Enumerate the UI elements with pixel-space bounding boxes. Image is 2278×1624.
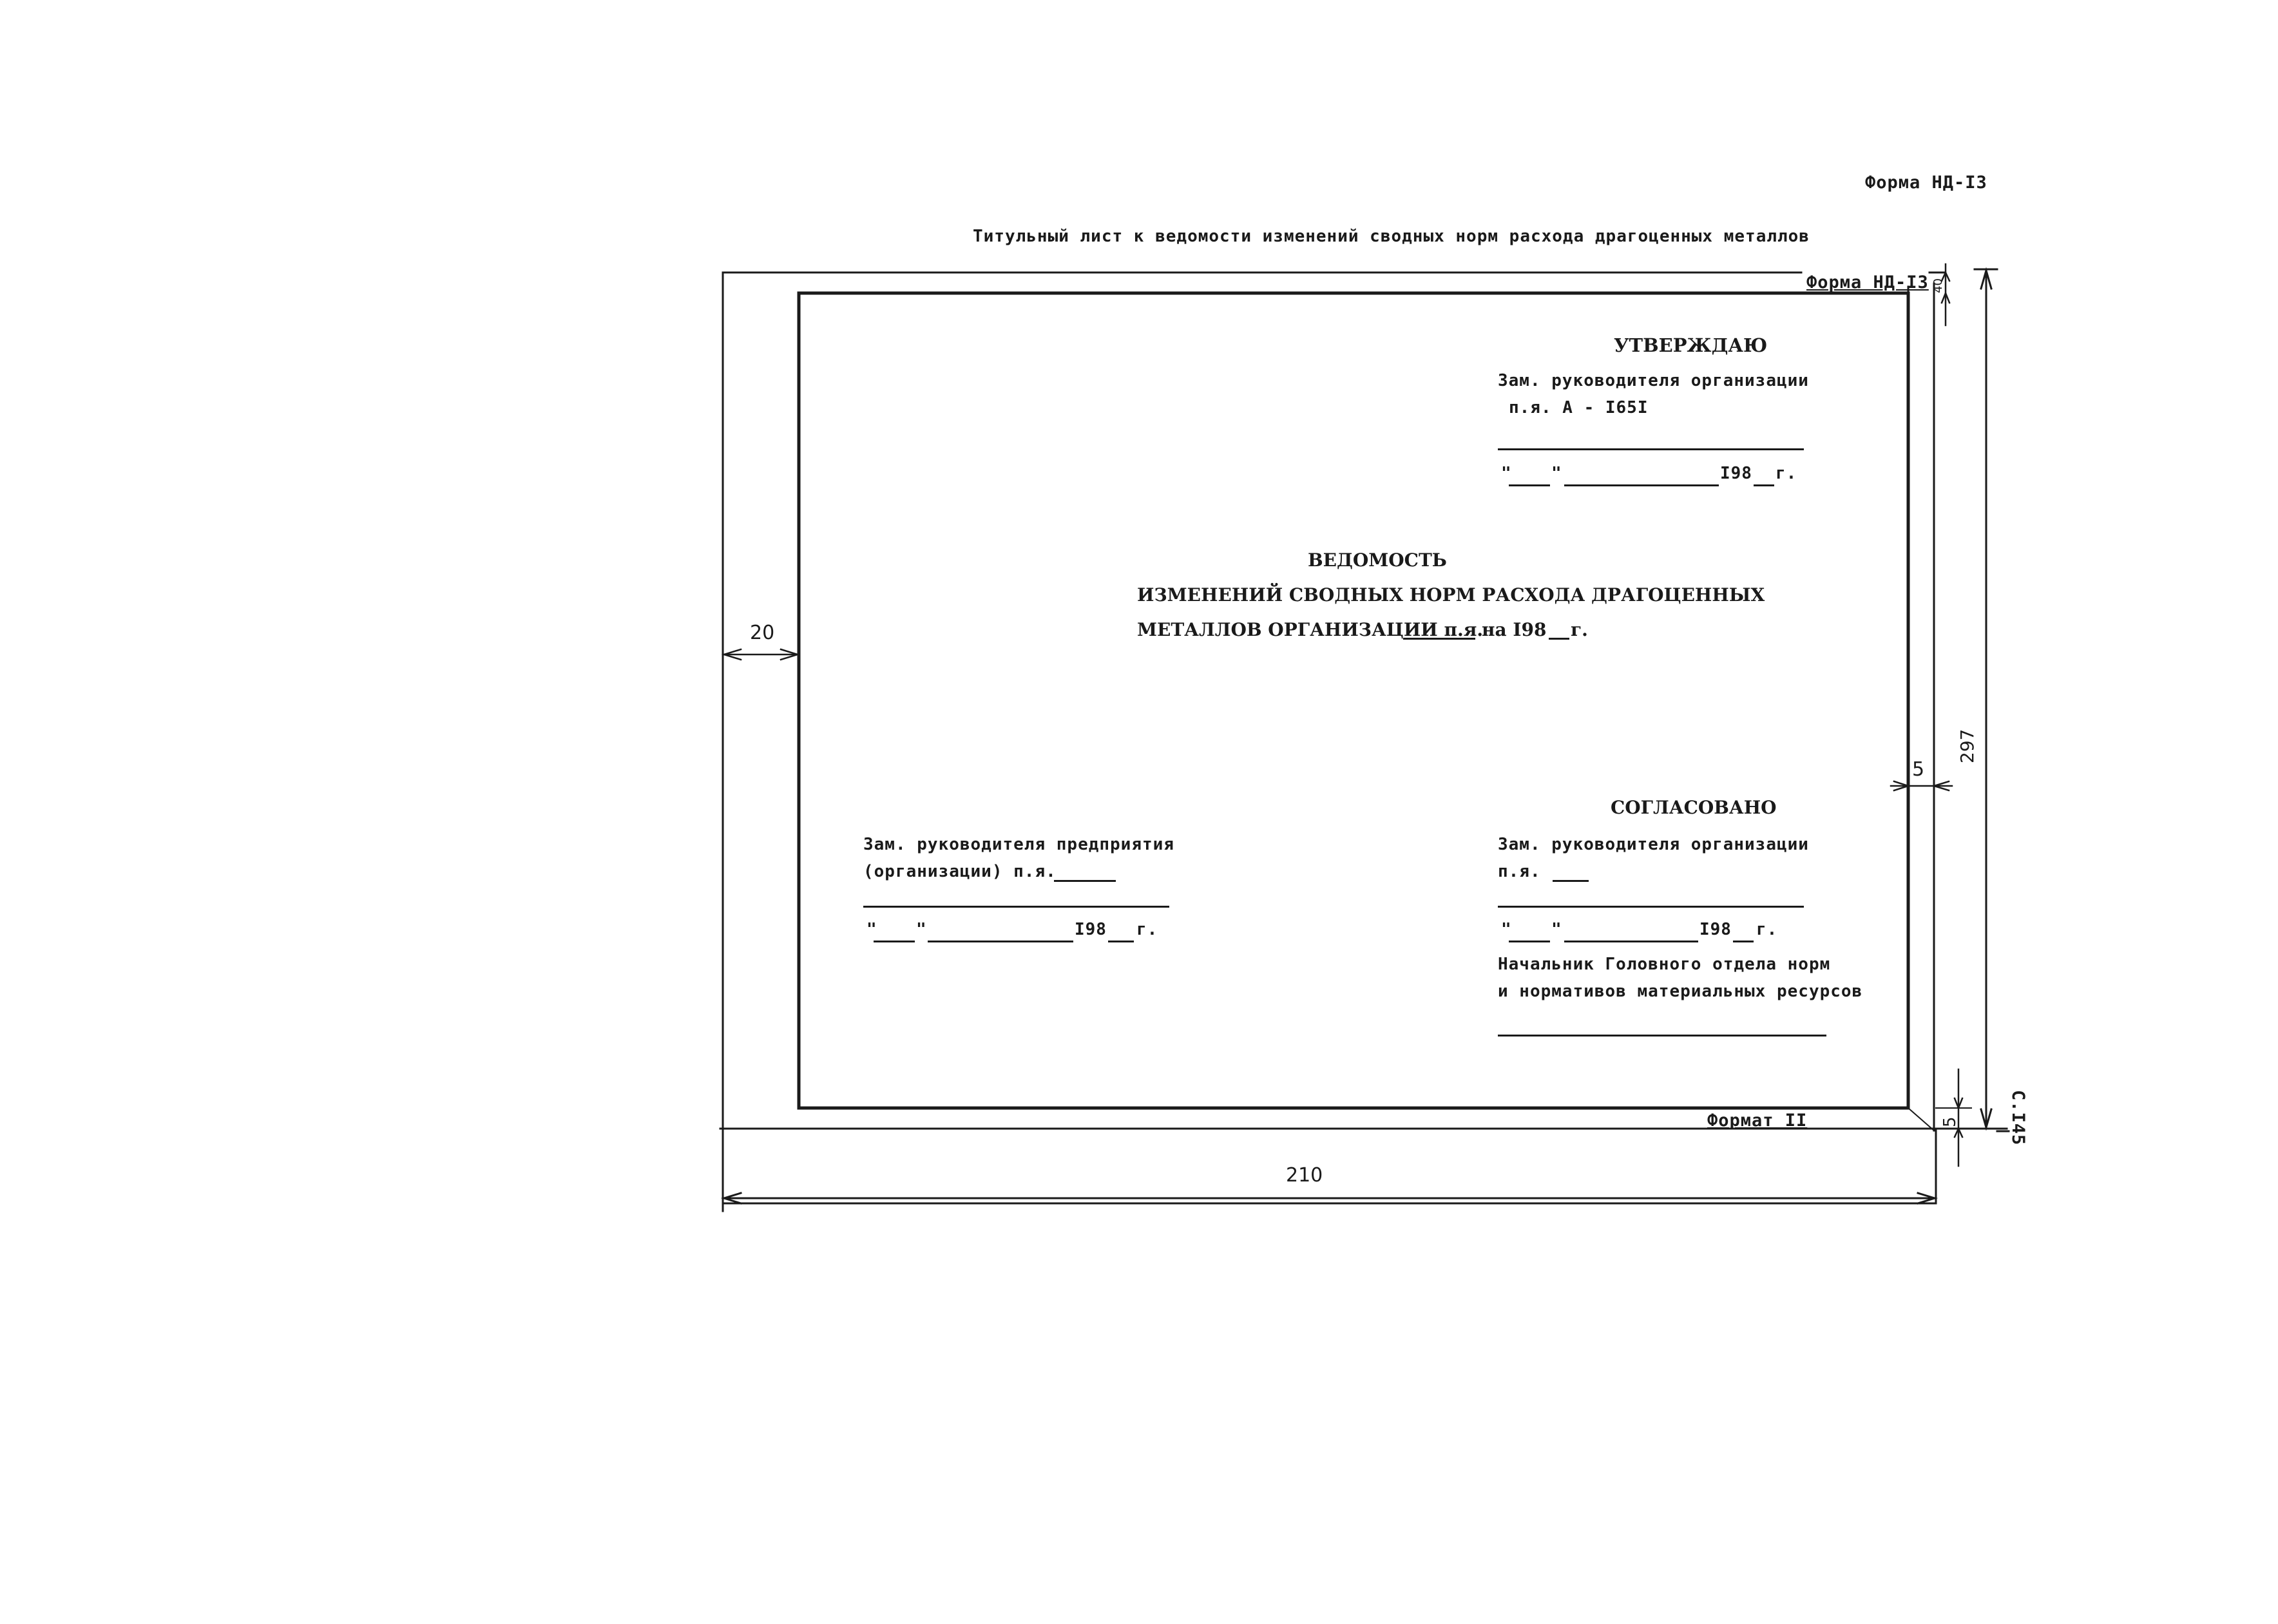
agreed-org: п.я. [1498, 862, 1541, 881]
form-id: Форма НД-I3 [1865, 173, 1987, 193]
approve-org: п.я. А - I65I [1509, 398, 1649, 417]
top-margin-dimension: 40 [1931, 278, 1945, 293]
approve-heading: УТВЕРЖДАЮ [1614, 334, 1768, 356]
statement-line-3a: МЕТАЛЛОВ ОРГАНИЗАЦИИ п.я. [1137, 619, 1484, 640]
agreed-org-blank [1553, 880, 1589, 882]
approve-year-blank [1754, 484, 1774, 486]
enterprise-org-blank [1054, 880, 1116, 882]
statement-title: ВЕДОМОСТЬ [1308, 549, 1447, 571]
approve-date-quote-close: " [1551, 464, 1562, 483]
enterprise-position: Зам. руководителя предприятия [863, 835, 1174, 854]
statement-org-blank [1403, 638, 1475, 640]
enterprise-month-blank [928, 941, 1073, 942]
agreed-head-signature-line [1498, 1035, 1826, 1036]
approve-date-quote-open: " [1501, 464, 1512, 483]
agreed-day-blank [1509, 941, 1550, 942]
agreed-year-prefix: I98 [1699, 920, 1732, 939]
statement-line-3c: г. [1571, 619, 1588, 640]
enterprise-date-quote-close: " [916, 920, 927, 939]
enterprise-year-suffix: г. [1136, 920, 1158, 939]
approve-year-suffix: г. [1776, 464, 1797, 483]
agreed-signature-line [1498, 906, 1804, 908]
page-title: Титульный лист к ведомости изменений сводных норм расхода драгоценных металлов [973, 227, 1810, 246]
sheet-form-label: Форма НД-I3 [1806, 272, 1929, 292]
right-margin-dimension: 5 [1912, 758, 1925, 781]
agreed-head-position-1: Начальник Головного отдела норм [1498, 955, 1831, 974]
bottom-margin-dimension: 5 [1940, 1116, 1960, 1127]
statement-line-2: ИЗМЕНЕНИЙ СВОДНЫХ НОРМ РАСХОДА ДРАГОЦЕННЫХ [1137, 584, 1765, 606]
height-dimension: 297 [1957, 729, 1978, 763]
enterprise-date-quote-open: " [866, 920, 877, 939]
enterprise-year-prefix: I98 [1075, 920, 1107, 939]
enterprise-year-blank [1108, 941, 1134, 942]
approve-day-blank [1509, 484, 1550, 486]
agreed-date-quote-open: " [1501, 920, 1512, 939]
enterprise-signature-line [863, 906, 1169, 908]
approve-signature-line [1498, 448, 1804, 450]
enterprise-day-blank [874, 941, 915, 942]
agreed-date-quote-close: " [1551, 920, 1562, 939]
enterprise-org: (организации) п.я. [863, 862, 1057, 881]
agreed-head-position-2: и нормативов материальных ресурсов [1498, 982, 1863, 1001]
approve-month-blank [1564, 484, 1719, 486]
statement-year-blank [1549, 638, 1569, 640]
agreed-heading: СОГЛАСОВАНО [1611, 797, 1777, 818]
format-label: Формат II [1707, 1111, 1808, 1131]
width-dimension: 210 [1286, 1164, 1323, 1187]
agreed-year-blank [1733, 941, 1754, 942]
agreed-year-suffix: г. [1756, 920, 1778, 939]
left-margin-dimension: 20 [750, 622, 775, 644]
statement-line-3b: на I98 [1482, 619, 1547, 640]
approve-year-prefix: I98 [1720, 464, 1752, 483]
agreed-month-blank [1564, 941, 1698, 942]
agreed-position: Зам. руководителя организации [1498, 835, 1809, 854]
approve-position: Зам. руководителя организации [1498, 371, 1809, 390]
page-number: С.I45 [2008, 1090, 2028, 1146]
